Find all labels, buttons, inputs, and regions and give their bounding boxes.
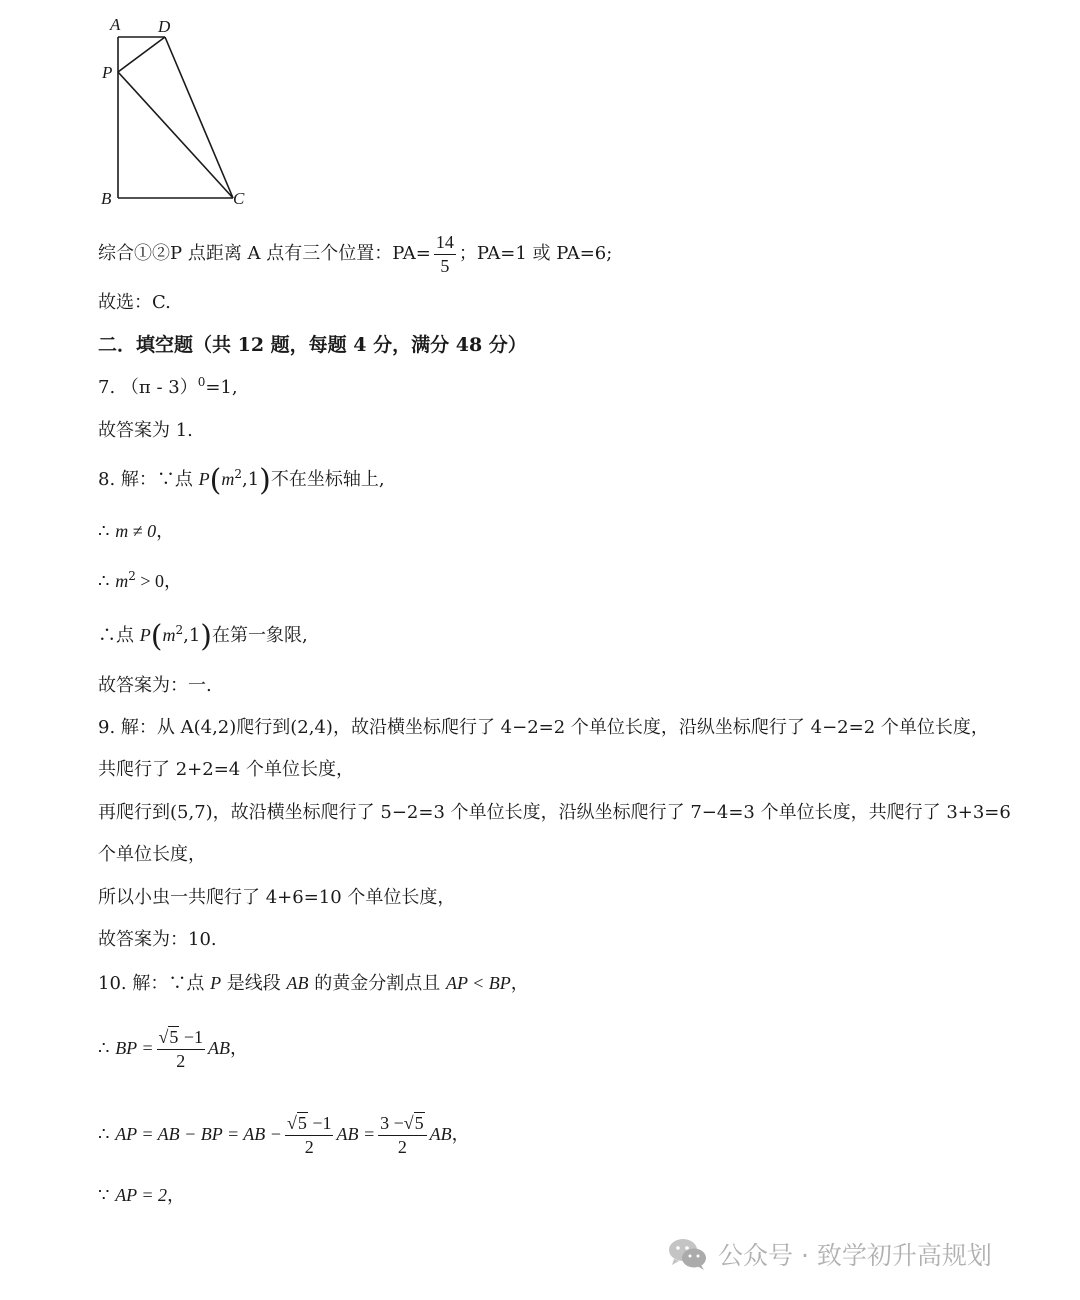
q10-line — [98, 970, 529, 997]
q9-line1: 9. 解：从 A(4,2)爬行到(2,4)，故沿横坐标爬行了 4−2=2 个单位长度，沿纵坐标爬行了 4−2=2 个单位长度， — [98, 717, 989, 738]
q9-answer: 故答案为：10. — [98, 929, 217, 950]
segment-ab: AB — [286, 973, 309, 993]
point-p: P — [210, 973, 222, 993]
text: ∴ — [98, 1124, 116, 1145]
text: ， — [163, 571, 182, 592]
exponent: 2 — [175, 623, 184, 637]
fraction-golden — [157, 1028, 206, 1071]
segment-dc — [165, 37, 233, 198]
expr: AB — [208, 1038, 231, 1058]
expr: AB — [429, 1124, 452, 1144]
radicand: 5 — [169, 1026, 179, 1047]
denominator: 2 — [304, 1136, 314, 1157]
radicand: 5 — [297, 1112, 307, 1133]
q9-line2: 共爬行了 2+2=4 个单位长度， — [98, 759, 354, 780]
segment-pc — [118, 72, 233, 198]
expr: BP = — [115, 1038, 154, 1058]
point-p: P — [198, 469, 210, 489]
var-m: m — [221, 469, 235, 489]
text: 8. 解：∵点 — [98, 469, 199, 490]
text: ， — [156, 521, 175, 542]
expr: > 0 — [135, 571, 164, 591]
q9-line4: 个单位长度， — [98, 844, 206, 865]
watermark-text: 公众号 · 致学初升高规划 — [718, 1241, 992, 1270]
q9-line5: 所以小虫一共爬行了 4+6=10 个单位长度， — [98, 887, 456, 908]
wechat-watermark — [668, 1236, 992, 1272]
text: −1 — [179, 1026, 204, 1047]
summary-line — [98, 228, 612, 280]
text: 7. （π - 3） — [98, 377, 198, 398]
exponent: 2 — [234, 467, 242, 481]
text: ∴ — [98, 1038, 116, 1059]
text: 综合①②P 点距离 A 点有三个位置：PA= — [98, 243, 431, 264]
denominator: 2 — [176, 1050, 186, 1071]
q9-line3: 再爬行到(5,7)，故沿横坐标爬行了 5−2=3 个单位长度，沿纵坐标爬行了 7−4=3 个单位长度，共爬行了 3+3=6 — [98, 802, 1011, 823]
q10-step3 — [98, 1182, 185, 1209]
expr: AB = — [336, 1124, 376, 1144]
text: 是线段 — [221, 973, 287, 994]
exponent: 2 — [128, 569, 136, 583]
q7-line — [98, 375, 238, 401]
label-a: A — [110, 15, 121, 34]
q8-step3: ∴点 $P(m^2,1)$在第一象限, — [98, 619, 308, 654]
fraction-golden — [285, 1114, 334, 1157]
radicand: 5 — [414, 1112, 424, 1133]
label-c: C — [233, 189, 245, 208]
numerator: 14 — [434, 233, 456, 255]
var-m: m — [162, 625, 176, 645]
expr: AP = 2 — [115, 1185, 167, 1205]
text: ∴点 — [98, 625, 140, 646]
point-p: P — [139, 625, 151, 645]
expr: m ≠ 0 — [115, 521, 157, 541]
text: −1 — [307, 1112, 332, 1133]
q8-step2 — [98, 568, 182, 595]
text: ∴ — [98, 521, 116, 542]
answer-choice-line: 故选：C. — [98, 292, 171, 313]
text: ,1 — [241, 469, 260, 490]
expr: AP = AB − BP = AB − — [115, 1124, 282, 1144]
q8-answer: 故答案为：一. — [98, 675, 212, 696]
q8-step1 — [98, 518, 174, 545]
text: ∴ — [98, 571, 116, 592]
text: ∵ — [98, 1185, 116, 1206]
text: 不在坐标轴上, — [270, 469, 385, 490]
label-d: D — [158, 17, 171, 36]
text: ；PA=1 或 PA=6; — [458, 243, 613, 264]
sqrt-5: √5 — [403, 1112, 424, 1133]
q10-step2 — [98, 1106, 470, 1163]
text: =1, — [205, 377, 238, 398]
text: 在第一象限, — [212, 625, 308, 646]
fraction-14-5 — [434, 233, 456, 276]
exponent: 0 — [197, 375, 206, 389]
text: ， — [167, 1185, 185, 1206]
text: 3 − — [380, 1112, 404, 1133]
condition: AP < BP — [445, 973, 511, 993]
sqrt-5: √5 — [286, 1112, 307, 1133]
geometry-diagram — [95, 10, 265, 215]
text: ， — [451, 1124, 470, 1145]
text: ， — [230, 1038, 249, 1059]
text: ， — [510, 973, 529, 994]
segment-pd — [118, 37, 165, 72]
label-b: B — [101, 189, 112, 208]
var-m: m — [115, 571, 129, 591]
q8-line: 8. 解：∵点 $P(m^2,1)$不在坐标轴上, — [98, 463, 385, 498]
q10-step1 — [98, 1020, 248, 1077]
text: ,1 — [183, 625, 201, 646]
text: 10. 解：∵点 — [98, 973, 211, 994]
wechat-icon — [668, 1237, 708, 1271]
fraction-complement — [378, 1114, 427, 1157]
denominator: 5 — [440, 255, 450, 276]
section-heading: 二．填空题（共 12 题，每题 4 分，满分 48 分） — [98, 334, 527, 356]
sqrt-5: √5 — [158, 1026, 179, 1047]
denominator: 2 — [397, 1136, 407, 1157]
label-p: P — [102, 63, 113, 82]
q7-answer: 故答案为 1. — [98, 420, 193, 441]
text: 的黄金分割点且 — [308, 973, 446, 994]
